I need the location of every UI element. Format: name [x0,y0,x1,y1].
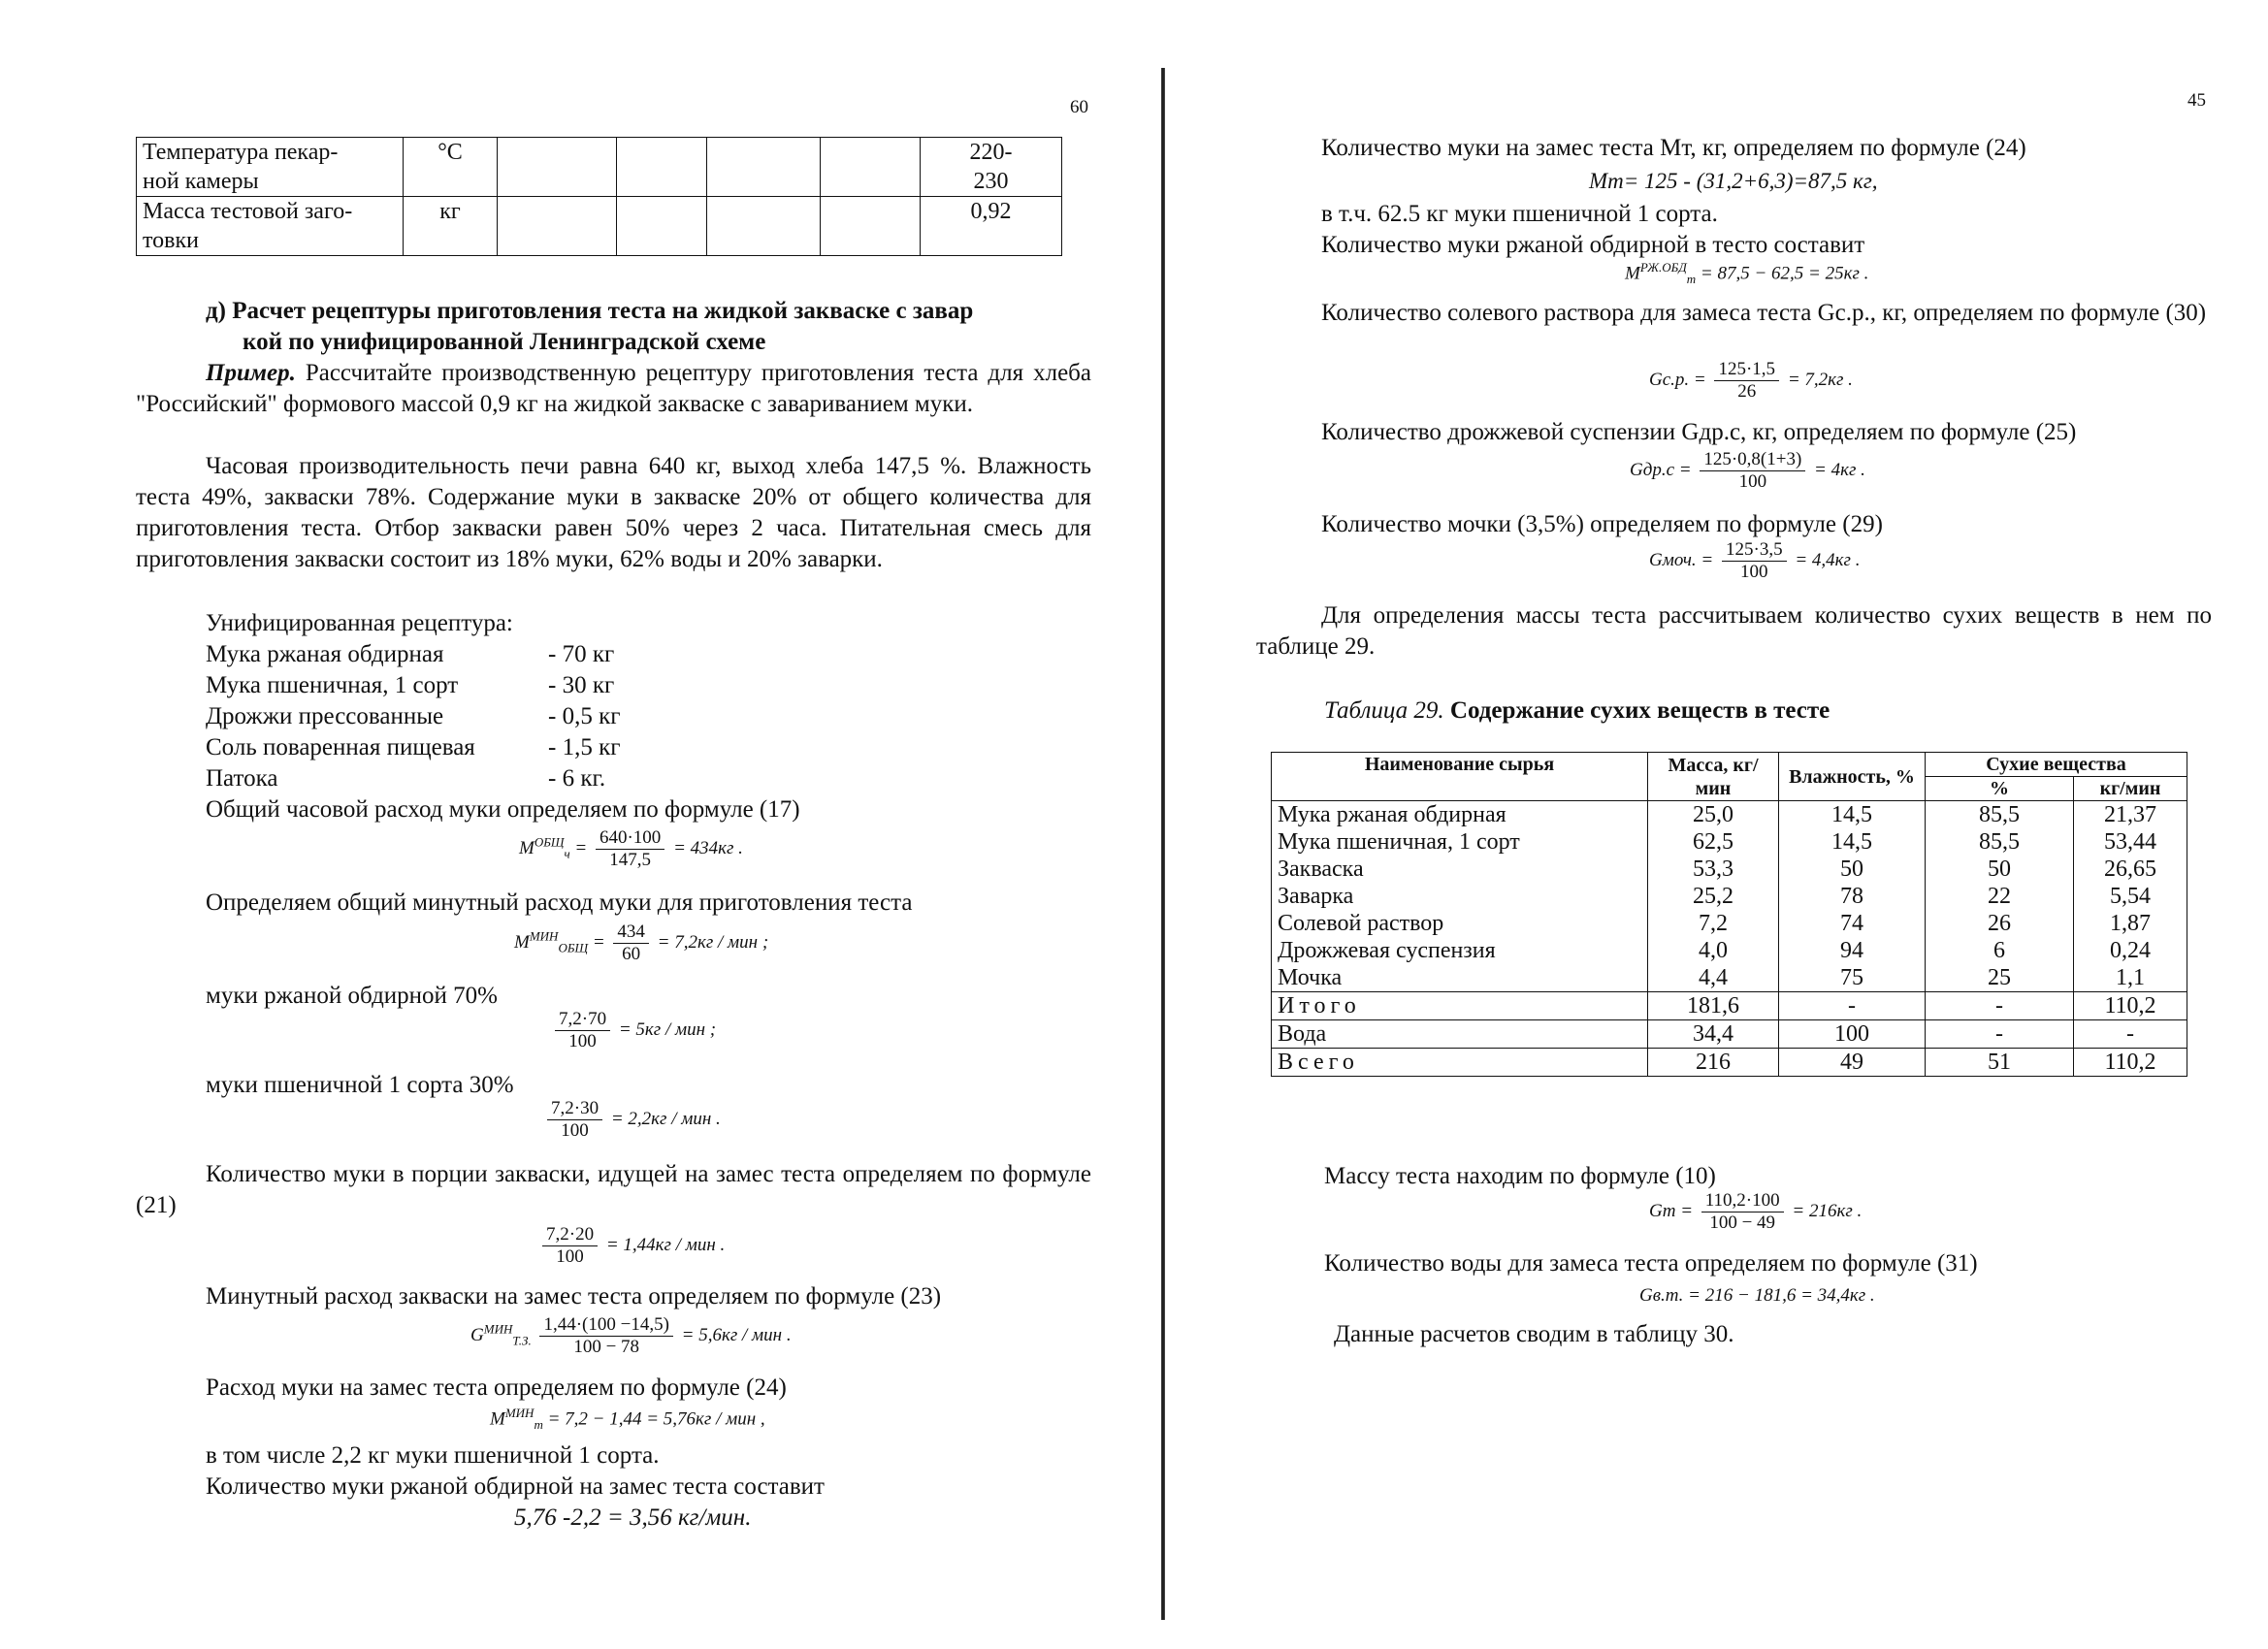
section-heading-cont: кой по унифицированной Ленинградской схеме [243,329,766,355]
right-page [1164,0,2268,1649]
formula: $M^{МИН}_т = 7,2 - 1,44 = 5,76кг$ / мин , [490,1406,765,1433]
dry-paragraph: Для определения массы теста рассчитываем количество сухих веществ в нем по таблице 29. [1256,602,2212,660]
conditions-paragraph: Часовая производительность печи равна 640 кг, выход хлеба 147,5 %. Влажность теста 49%, закваски 78%. Содержание муки в закваске 20% от общего количества для приготовления теста. Отбор закваски равен 50% через 2 часа. Питательная смесь для приготовления закваски состоит из 18% муки, 62% воды и 20% заварки. [136,453,1091,572]
formula: $G^{МИН}_{Т.З.}$ $\frac{1,44\cdot(100 -14,5)}{100 - 78}$ = 5,6кг / мин . [470,1314,792,1357]
recipe-amount: - 30 кг [548,672,615,698]
column-header: % [1926,777,2074,801]
portion-paragraph: Количество муки в порции закваски, идущей на замес теста определяем по формуле (21) [136,1161,1091,1218]
formula: $M^{РЖ.ОБД}_т = 87,5 - 62,5 = 25кг$ . [1625,260,1869,287]
text-line: Расход муки на замес теста определяем по формуле (24) [206,1374,787,1401]
text-line: Количество муки на замес теста Мт, кг, определяем по формуле (24) [1321,135,2026,161]
top-table [136,137,1062,256]
text-line: муки ржаной обдирной 70% [206,983,499,1009]
column-header: Наименование сырья [1272,753,1648,801]
example-paragraph: Пример. Рассчитайте производственную рецептуру приготовления теста для хлеба "Российский" формового массой 0,9 кг на жидкой закваске с завариванием муки. [136,360,1091,417]
recipe-amount: - 70 кг [548,641,615,667]
text-line: Минутный расход закваски на замес теста определяем по формуле (23) [206,1283,942,1310]
recipe-title: Унифицированная рецептура: [206,610,513,636]
formula: Gмоч. = $\frac{125\cdot 3,5}{100}$ = 4,4кг . [1649,539,1861,582]
formula: Gт = $\frac{110,2\cdot 100}{100 - 49}$ = 216кг . [1649,1190,1863,1233]
text-line: Количество муки ржаной обдирной в тесто составит [1321,232,1865,258]
formula: Gв.т. = 216 − 181,6 = 34,4кг . [1639,1285,1875,1306]
formula: 5,76 -2,2 = 3,56 кг/мин. [514,1504,752,1531]
text-line: муки пшеничной 1 сорта 30% [206,1072,514,1098]
dry-matter-table [1271,752,2187,1077]
table-caption: Таблица 29. Содержание сухих веществ в тесте [1324,697,1831,724]
recipe-item: Дрожжи прессованные [206,703,444,729]
table-row: Мука ржаная обдирная 25,0 14,5 85,5 21,37 [1272,801,2187,829]
recipe-item: Соль поваренная пищевая [206,734,475,760]
text-line: Количество мочки (3,5%) определяем по формуле (29) [1321,511,1883,537]
column-header: Влажность, % [1779,753,1926,801]
recipe-item: Патока [206,765,278,792]
column-header: кг/мин [2074,777,2187,801]
text-line: Данные расчетов сводим в таблицу 30. [1334,1321,1734,1347]
formula: $\frac{7,2\cdot 70}{100}$ = 5кг / мин ; [551,1009,716,1052]
text-line: Определяем общий минутный расход муки для приготовления теста [206,889,913,916]
section-heading: д) Расчет рецептуры приготовления теста на жидкой закваске с завар [206,298,974,324]
table-row: Солевой раствор 7,2 74 26 1,87 [1272,910,2187,937]
table-row-water: Вода 34,4 100 - - [1272,1020,2187,1049]
salt-paragraph: Количество солевого раствора для замеса теста Gc.p., кг, определяем по формуле (30) [1321,300,2207,326]
text-line: Количество муки ржаной обдирной на замес теста составит [206,1473,825,1500]
text-line: Массу теста находим по формуле (10) [1324,1163,1716,1189]
recipe-item: Мука пшеничная, 1 сорт [206,672,459,698]
formula: $\frac{7,2\cdot 20}{100}$ = 1,44кг / мин . [538,1224,725,1268]
column-header: Сухие вещества [1926,753,2187,777]
table-row: Заварка 25,2 78 22 5,54 [1272,883,2187,910]
page-number: 60 [1070,97,1088,117]
text-line: Количество воды для замеса теста определяем по формуле (31) [1324,1250,1978,1277]
text-line: в том числе 2,2 кг муки пшеничной 1 сорта. [206,1442,660,1469]
text-line: Общий часовой расход муки определяем по формуле (17) [206,796,800,823]
table-row: Масса тестовой заго- товки кг 0,92 [137,197,1062,256]
recipe-item: Мука ржаная обдирная [206,641,444,667]
column-header: Масса, кг/мин [1648,753,1779,801]
text-line: Количество дрожжевой суспензии Gдр.с, кг, определяем по формуле (25) [1321,419,2077,445]
formula: Мт= 125 - (31,2+6,3)=87,5 кг, [1589,169,1878,193]
table-row: Мочка 4,4 75 25 1,1 [1272,964,2187,992]
table-row: Закваска 53,3 50 50 26,65 [1272,856,2187,883]
recipe-amount: - 6 кг. [548,765,606,792]
page-number: 45 [2187,90,2206,111]
table-row: Мука пшеничная, 1 сорт 62,5 14,5 85,5 53,44 [1272,828,2187,856]
example-label: Пример. [206,360,296,386]
recipe-amount: - 0,5 кг [548,703,621,729]
table-row-total: Итого 181,6 - - 110,2 [1272,992,2187,1020]
formula: Gдр.с = $\frac{125\cdot 0,8(1+3)}{100}$ = 4кг . [1630,449,1865,492]
formula: $M^{ОБЩ}_ч$ = $\frac{640\cdot 100}{147,5}$ = 434кг . [519,827,743,870]
text-line: в т.ч. 62.5 кг муки пшеничной 1 сорта. [1321,201,1718,227]
recipe-amount: - 1,5 кг [548,734,621,760]
table-row-grand-total: Всего 216 49 51 110,2 [1272,1049,2187,1077]
table-row: Температура пекар- ной камеры °C 220- 230 [137,138,1062,197]
formula: $M^{МИН}_{ОБЩ}$ = $\frac{434}{60}$ = 7,2кг / мин ; [514,922,769,964]
formula: Gc.p. = $\frac{125\cdot 1,5}{26}$ = 7,2кг . [1649,359,1853,402]
formula: $\frac{7,2\cdot 30}{100}$ = 2,2кг / мин . [543,1098,721,1142]
table-row: Дрожжевая суспензия 4,0 94 6 0,24 [1272,937,2187,964]
